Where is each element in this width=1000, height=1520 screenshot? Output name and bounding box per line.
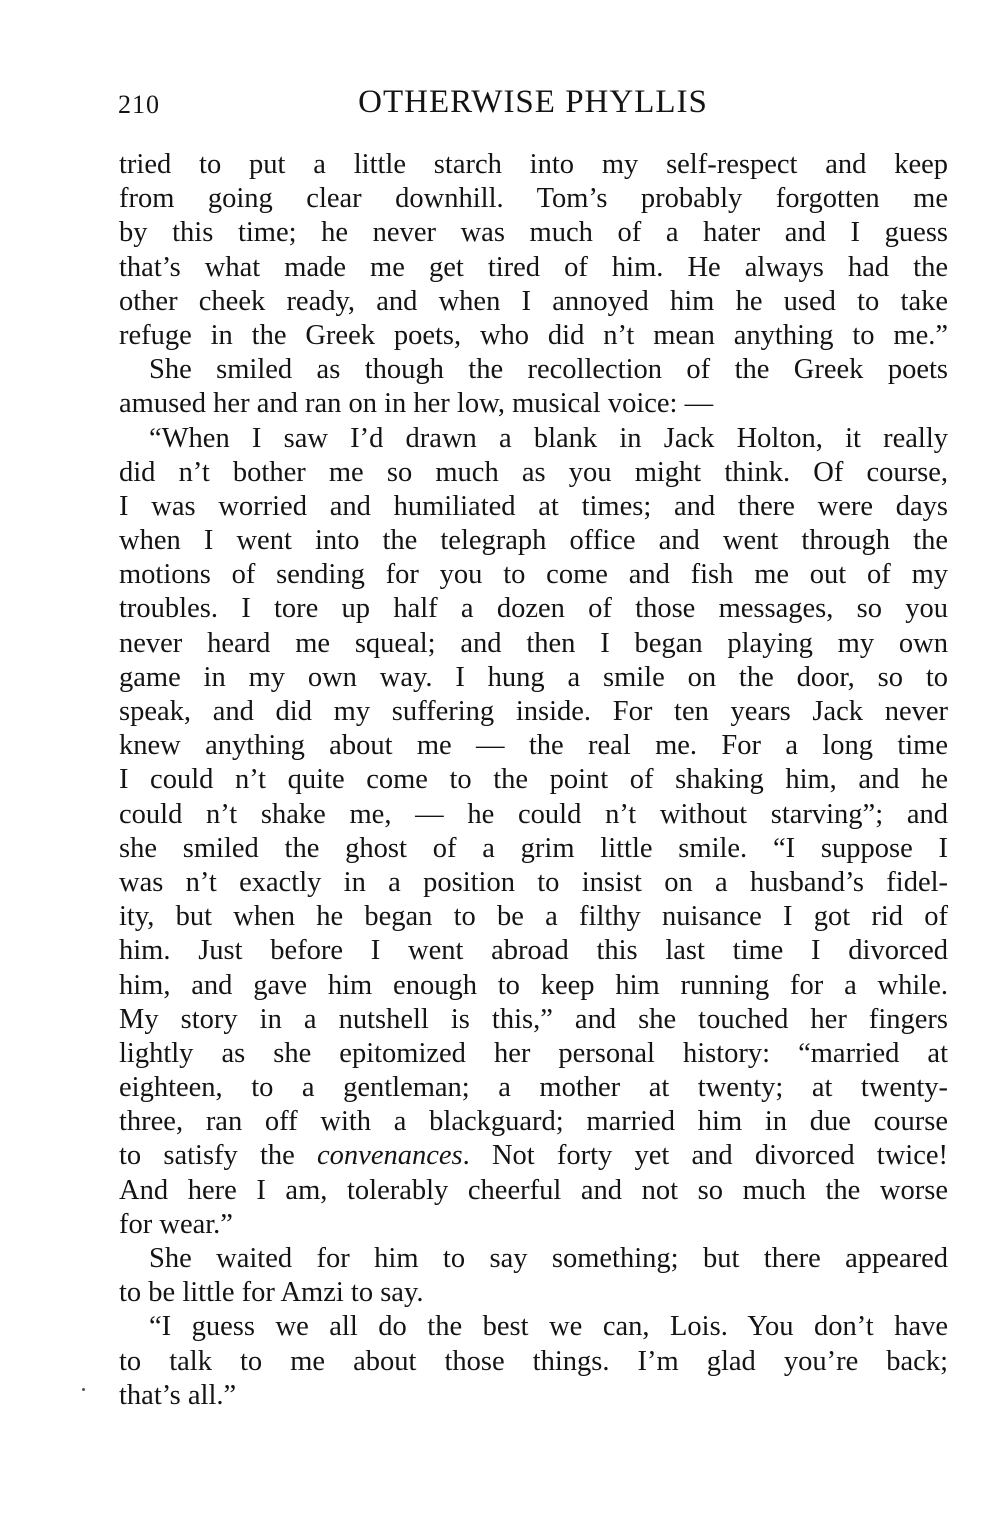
text-line: She waited for him to say something; but there appeared (149, 1243, 948, 1274)
text-line: I could n’t quite come to the point of shaking him, and he (119, 764, 948, 796)
text-line: motions of sending for you to come and fish me out of my (119, 559, 948, 591)
text-line: three, ran off with a blackguard; married him in due course (119, 1106, 948, 1138)
text-line: amused her and ran on in her low, musical voice: — (119, 388, 714, 420)
text-line: “When I saw I’d drawn a blank in Jack Holton, it really (149, 422, 948, 454)
text-line: for wear.” (119, 1208, 233, 1240)
text-line: ity, but when he began to be a filthy nuisance I got rid of (119, 901, 948, 933)
text-line: to talk to me about those things. I’m glad you’re back; (119, 1345, 948, 1377)
text-line-with-italic (119, 1139, 948, 1173)
running-title: OTHERWISE PHYLLIS (358, 84, 708, 120)
text-line: eighteen, to a gentleman; a mother at twenty; at twenty- (119, 1072, 948, 1104)
body-text (119, 148, 948, 1413)
page-number: 210 (118, 90, 160, 119)
text-line: that’s what made me get tired of him. He always had the (119, 251, 948, 283)
text-line: by this time; he never was much of a hater and I guess (119, 217, 948, 249)
text-line: to be little for Amzi to say. (119, 1277, 424, 1309)
text-line: did n’t bother me so much as you might think. Of course, (119, 456, 948, 488)
text-segment: to satisfy the (119, 1140, 318, 1172)
text-line: she smiled the ghost of a grim little smile. “I suppose I (119, 832, 948, 864)
text-line: speak, and did my suffering inside. For ten years Jack never (119, 696, 948, 727)
text-line: knew anything about me — the real me. For a long time (119, 730, 948, 762)
text-line: tried to put a little starch into my self-respect and keep (119, 149, 948, 180)
text-line: game in my own way. I hung a smile on the door, so to (119, 661, 948, 693)
text-line: troubles. I tore up half a dozen of those messages, so you (119, 593, 948, 625)
text-line: She smiled as though the recollection of the Greek poets (149, 354, 948, 386)
text-segment: . Not forty yet and divorced twice! (462, 1140, 948, 1172)
text-line: lightly as she epitomized her personal history: “married at (119, 1037, 948, 1069)
text-line: “I guess we all do the best we can, Lois. You don’t have (149, 1311, 948, 1343)
text-line: him, and gave him enough to keep him running for a while. (119, 969, 948, 1001)
text-line: refuge in the Greek poets, who did n’t mean anything to me.” (119, 319, 948, 351)
text-line: My story in a nutshell is this,” and she touched her fingers (119, 1003, 948, 1035)
text-line: could n’t shake me, — he could n’t without starving”; and (119, 798, 948, 830)
ink-speck (82, 1388, 85, 1391)
text-line: And here I am, tolerably cheerful and not so much the worse (119, 1174, 948, 1206)
text-line: from going clear downhill. Tom’s probably forgotten me (119, 183, 948, 215)
text-line: him. Just before I went abroad this last time I divorced (119, 935, 948, 967)
page-header (118, 84, 948, 128)
italic-word: convenances (317, 1140, 463, 1172)
text-line: never heard me squeal; and then I began playing my own (119, 627, 948, 659)
text-line: that’s all.” (119, 1379, 237, 1411)
text-line: was n’t exactly in a position to insist on a husband’s fidel- (119, 866, 948, 898)
text-line: when I went into the telegraph office and went through the (119, 525, 948, 557)
text-line: I was worried and humiliated at times; and there were days (119, 490, 948, 522)
text-line: other cheek ready, and when I annoyed him he used to take (119, 285, 948, 317)
